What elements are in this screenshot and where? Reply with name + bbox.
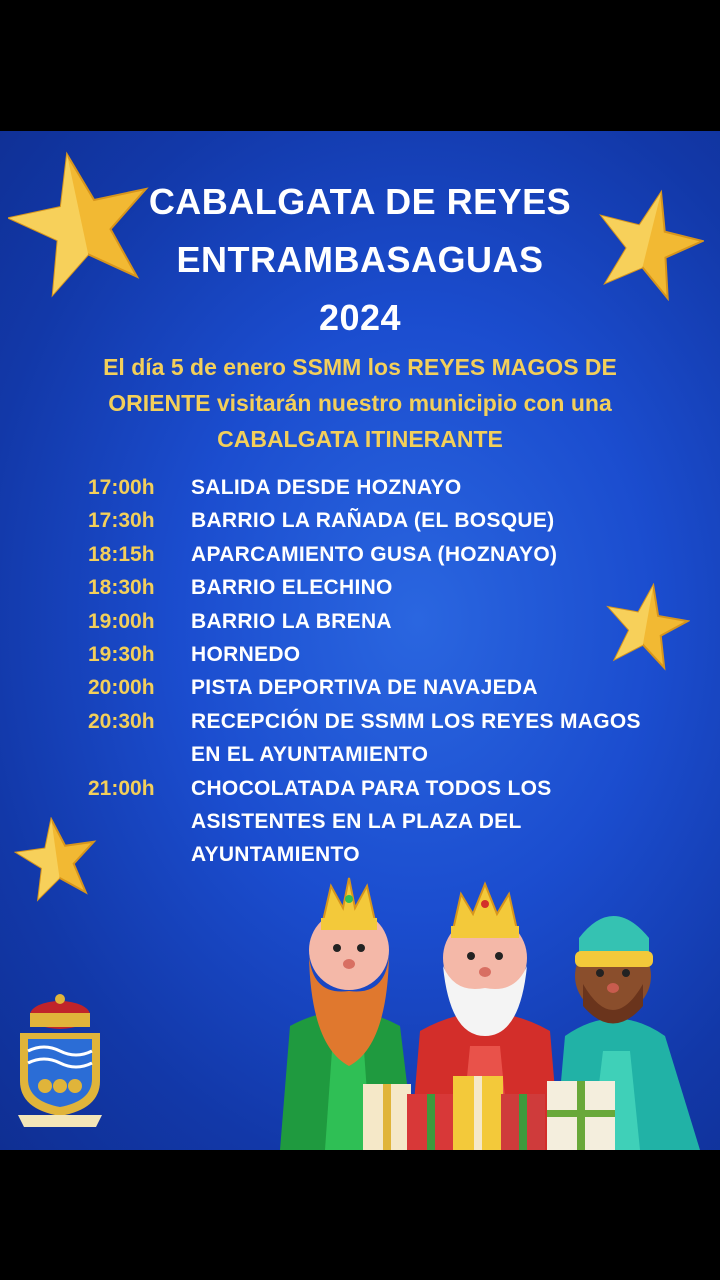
schedule-event-line: ASISTENTES EN LA PLAZA DEL [191,809,522,833]
schedule-event-line: CHOCOLATADA PARA TODOS LOS [191,776,552,800]
schedule-event-line: BARRIO LA BRENA [191,609,392,633]
gift-icon [363,1076,615,1150]
schedule-event-line: EN EL AYUNTAMIENTO [191,742,429,766]
schedule-event [191,571,691,604]
title-line-1: CABALGATA DE REYES [148,181,572,222]
schedule-time: 21:00h [88,776,155,800]
title-line-2: ENTRAMBASAGUAS [176,239,544,280]
schedule-event [191,471,691,504]
three-kings-illustration [275,866,705,1150]
schedule-event-line: PISTA DEPORTIVA DE NAVAJEDA [191,676,538,700]
schedule-event [191,638,691,671]
schedule-event [191,671,691,704]
schedule-event-line: APARCAMIENTO GUSA (HOZNAYO) [191,542,558,566]
schedule-event-line: HORNEDO [191,643,301,666]
title-year: 2024 [318,297,402,338]
schedule-event-line: RECEPCIÓN DE SSMM LOS REYES MAGOS [191,709,641,733]
schedule-event [191,772,691,871]
intro-line-3: CABALGATA ITINERANTE [217,426,503,452]
star-icon [14,817,100,903]
schedule-event [191,705,691,771]
schedule-event [191,504,691,537]
municipal-crest [10,991,110,1131]
poster [0,131,720,1150]
schedule-time: 17:00h [88,476,155,499]
schedule-time: 20:00h [88,676,155,700]
schedule-event-line: BARRIO LA RAÑADA (EL BOSQUE) [191,509,555,533]
schedule-time: 17:30h [88,509,155,533]
intro-line-1: El día 5 de enero SSMM los REYES MAGOS DE [103,354,617,380]
schedule-event-line: SALIDA DESDE HOZNAYO [191,476,462,499]
schedule-time: 18:15h [88,542,155,566]
schedule-event-line: BARRIO ELECHINO [191,576,393,600]
schedule-time: 20:30h [88,709,155,733]
schedule-event-line: AYUNTAMIENTO [191,842,360,866]
intro-line-2: ORIENTE visitarán nuestro municipio con una [108,390,612,416]
schedule-event [191,605,691,638]
schedule-event [191,538,691,571]
schedule-time: 18:30h [88,576,155,600]
schedule-time: 19:30h [88,643,155,666]
schedule-time: 19:00h [88,609,155,633]
